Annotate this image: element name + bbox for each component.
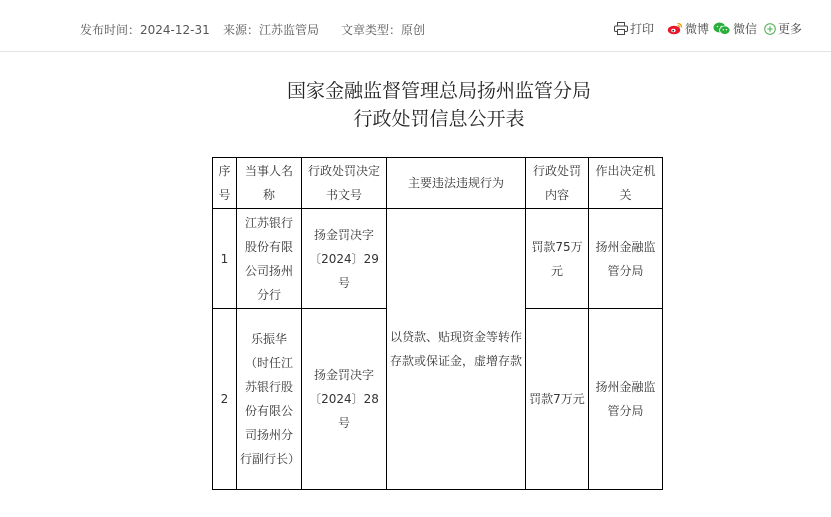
weibo-share-button[interactable] [667,20,709,37]
page-title-line2: 行政处罚信息公开表 [353,108,525,130]
plus-circle-icon [764,23,776,35]
row2-penalty: 罚款7万元 [526,309,589,490]
more-share-button[interactable] [764,20,802,37]
printer-icon [614,22,628,35]
header-seq: 序号 [213,158,237,209]
shared-violation-cell: 以贷款、贴现资金等转作存款或保证金，虚增存款 [387,209,526,490]
header-party: 当事人名称 [237,158,302,209]
row2-decision-no: 扬金罚决字〔2024〕28号 [302,309,387,490]
header-decision-no: 行政处罚决定书文号 [302,158,387,209]
row2-seq: 2 [213,309,237,490]
weibo-label: 微博 [685,22,710,36]
row1-decision-no: 扬金罚决字〔2024〕29号 [302,209,387,309]
wechat-share-button[interactable] [713,20,757,37]
row2-authority: 扬州金融监管分局 [589,309,663,490]
row1-penalty: 罚款75万元 [526,209,589,309]
wechat-icon [713,22,731,35]
table-header-row [213,158,663,209]
row1-seq: 1 [213,209,237,309]
publish-time: 发布时间：2024-12-31 [80,23,210,37]
source: 来源：江苏监管局 [223,23,320,37]
print-button[interactable] [614,20,654,37]
print-label: 打印 [630,22,655,36]
wechat-label: 微信 [733,22,758,36]
header-authority: 作出决定机关 [589,158,663,209]
header-violation: 主要违法违规行为 [387,158,526,209]
table-row [213,209,663,309]
article-meta-bar [0,0,831,52]
penalty-info-table [212,157,663,490]
row1-authority: 扬州金融监管分局 [589,209,663,309]
weibo-icon [667,22,683,35]
header-penalty: 行政处罚内容 [526,158,589,209]
article-type: 文章类型：原创 [341,23,426,37]
row2-party: 乐振华（时任江苏银行股份有限公司扬州分行副行长） [237,309,302,490]
page-title-line1: 国家金融监督管理总局扬州监管分局 [286,80,591,102]
more-label: 更多 [778,22,803,36]
row1-party: 江苏银行股份有限公司扬州分行 [237,209,302,309]
